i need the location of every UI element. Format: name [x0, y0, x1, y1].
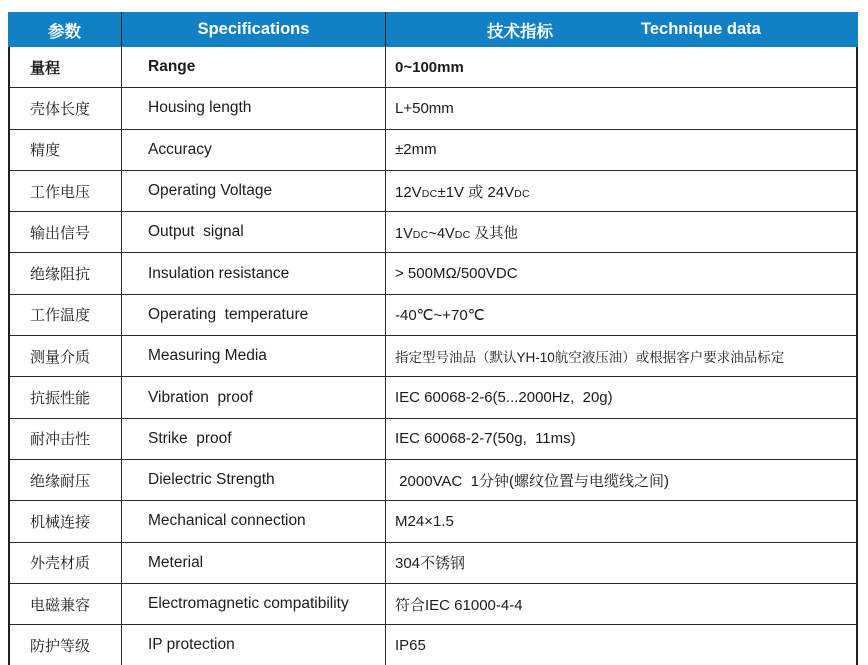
- value-cell: [386, 625, 856, 665]
- spec-label: Measuring Media: [148, 347, 267, 365]
- value-text: -40℃~+70℃: [395, 306, 485, 324]
- param-label: 电磁兼容: [30, 596, 91, 614]
- value-cell: [386, 88, 856, 128]
- spec-table: [8, 12, 858, 665]
- spec-label: Vibration proof: [148, 388, 253, 406]
- table-row: [10, 335, 856, 376]
- header-cell-param: [8, 12, 122, 47]
- value-cell: [386, 47, 856, 87]
- value-cell: [386, 171, 856, 211]
- param-cell: [10, 419, 122, 459]
- spec-cell: [122, 625, 386, 665]
- spec-label: Output signal: [148, 223, 244, 241]
- spec-label: IP protection: [148, 636, 235, 654]
- table-row: [10, 376, 856, 417]
- value-unit-subscript: DC: [421, 187, 438, 200]
- param-label: 工作温度: [30, 307, 91, 325]
- value-cell: [386, 543, 856, 583]
- value-text: > 500MΩ/500VDC: [395, 265, 518, 283]
- header-cell-technique-data: [386, 12, 858, 47]
- param-cell: [10, 130, 122, 170]
- header-cell-specifications: [122, 12, 386, 47]
- spec-cell: [122, 584, 386, 624]
- spec-label: Meterial: [148, 553, 204, 571]
- value-unit-subscript: DC: [454, 228, 471, 241]
- value-text: IEC 60068-2-6(5...2000Hz, 20g): [395, 389, 613, 407]
- value-cell: [386, 253, 856, 293]
- header-tech-cn-label: 技术指标: [487, 22, 553, 41]
- table-row: [10, 294, 856, 335]
- spec-cell: [122, 88, 386, 128]
- header-specifications-label: Specifications: [197, 20, 310, 38]
- value-segment: 12V: [395, 183, 422, 201]
- spec-label: Electromagnetic compatibility: [148, 595, 349, 612]
- param-label: 绝缘耐压: [30, 472, 91, 490]
- table-row: [10, 129, 856, 170]
- value-unit-subscript: DC: [412, 228, 429, 241]
- spec-cell: [122, 47, 386, 87]
- param-cell: [10, 47, 122, 87]
- param-label: 壳体长度: [30, 100, 91, 118]
- table-row: [10, 500, 856, 541]
- table-row: [10, 418, 856, 459]
- spec-cell: [122, 419, 386, 459]
- value-segment: ±1V 或 24V: [437, 183, 515, 201]
- table-row: [10, 47, 856, 87]
- param-label: 绝缘阻抗: [30, 266, 91, 284]
- value-segment: 1V: [395, 225, 413, 242]
- value-cell: [386, 377, 856, 417]
- param-label: 工作电压: [30, 183, 91, 201]
- value-text: 符合IEC 61000-4-4: [395, 596, 523, 614]
- spec-cell: [122, 501, 386, 541]
- param-cell: [10, 171, 122, 211]
- param-cell: [10, 212, 122, 252]
- table-body: [8, 47, 858, 665]
- value-text: [395, 222, 518, 243]
- spec-label: Operating Voltage: [148, 182, 273, 200]
- spec-cell: [122, 295, 386, 335]
- param-cell: [10, 625, 122, 665]
- param-cell: [10, 295, 122, 335]
- spec-cell: [122, 377, 386, 417]
- value-cell: [386, 501, 856, 541]
- value-cell: [386, 295, 856, 335]
- param-cell: [10, 460, 122, 500]
- value-cell: [386, 419, 856, 459]
- table-row: [10, 252, 856, 293]
- param-label: 机械连接: [30, 513, 91, 531]
- table-row: [10, 459, 856, 500]
- param-cell: [10, 377, 122, 417]
- table-row: [10, 542, 856, 583]
- value-text: 304不锈钢: [395, 555, 466, 573]
- value-text: M24×1.5: [395, 512, 454, 530]
- spec-label: Insulation resistance: [148, 264, 290, 282]
- value-text: 2000VAC 1分钟(螺纹位置与电缆线之间): [395, 472, 669, 490]
- param-cell: [10, 336, 122, 376]
- spec-label: Range: [148, 58, 196, 76]
- param-cell: [10, 584, 122, 624]
- spec-cell: [122, 253, 386, 293]
- spec-cell: [122, 212, 386, 252]
- value-segment: ~4V: [428, 225, 455, 242]
- spec-cell: [122, 130, 386, 170]
- table-row: [10, 170, 856, 211]
- spec-label: Dielectric Strength: [148, 471, 275, 489]
- param-cell: [10, 543, 122, 583]
- table-row: [10, 583, 856, 624]
- param-label: 精度: [30, 142, 61, 160]
- value-text: IEC 60068-2-7(50g, 11ms): [395, 430, 576, 448]
- value-text: [395, 181, 530, 202]
- header-tech-en-label: Technique data: [641, 20, 761, 38]
- value-cell: [386, 212, 856, 252]
- param-cell: [10, 88, 122, 128]
- table-header-row: [8, 12, 858, 47]
- value-segment: 及其他: [470, 225, 519, 242]
- param-label: 防护等级: [30, 637, 91, 655]
- spec-cell: [122, 171, 386, 211]
- spec-label: Accuracy: [148, 140, 212, 158]
- spec-cell: [122, 336, 386, 376]
- value-text: 0~100mm: [395, 58, 464, 76]
- value-text: ±2mm: [395, 141, 437, 159]
- spec-label: Strike proof: [148, 429, 232, 447]
- param-label: 输出信号: [30, 224, 91, 242]
- param-cell: [10, 501, 122, 541]
- value-cell: [386, 130, 856, 170]
- table-row: [10, 87, 856, 128]
- header-param-label: 参数: [48, 22, 81, 41]
- value-cell: [386, 584, 856, 624]
- spec-cell: [122, 460, 386, 500]
- value-unit-subscript: DC: [514, 187, 530, 200]
- param-label: 耐冲击性: [30, 431, 91, 449]
- table-row: [10, 211, 856, 252]
- value-text: IP65: [395, 636, 426, 654]
- param-label: 抗振性能: [30, 390, 91, 408]
- value-cell: [386, 460, 856, 500]
- spec-cell: [122, 543, 386, 583]
- param-label: 测量介质: [30, 348, 91, 366]
- table-row: [10, 624, 856, 665]
- param-label: 外壳材质: [30, 555, 91, 573]
- spec-label: Operating temperature: [148, 305, 309, 323]
- param-cell: [10, 253, 122, 293]
- value-text: L+50mm: [395, 99, 454, 117]
- value-text: 指定型号油品（默认YH-10航空液压油）或根据客户要求油品标定: [395, 350, 785, 366]
- value-cell: [386, 336, 856, 376]
- param-label: 量程: [30, 59, 61, 77]
- spec-label: Housing length: [148, 99, 252, 117]
- spec-label: Mechanical connection: [148, 512, 306, 530]
